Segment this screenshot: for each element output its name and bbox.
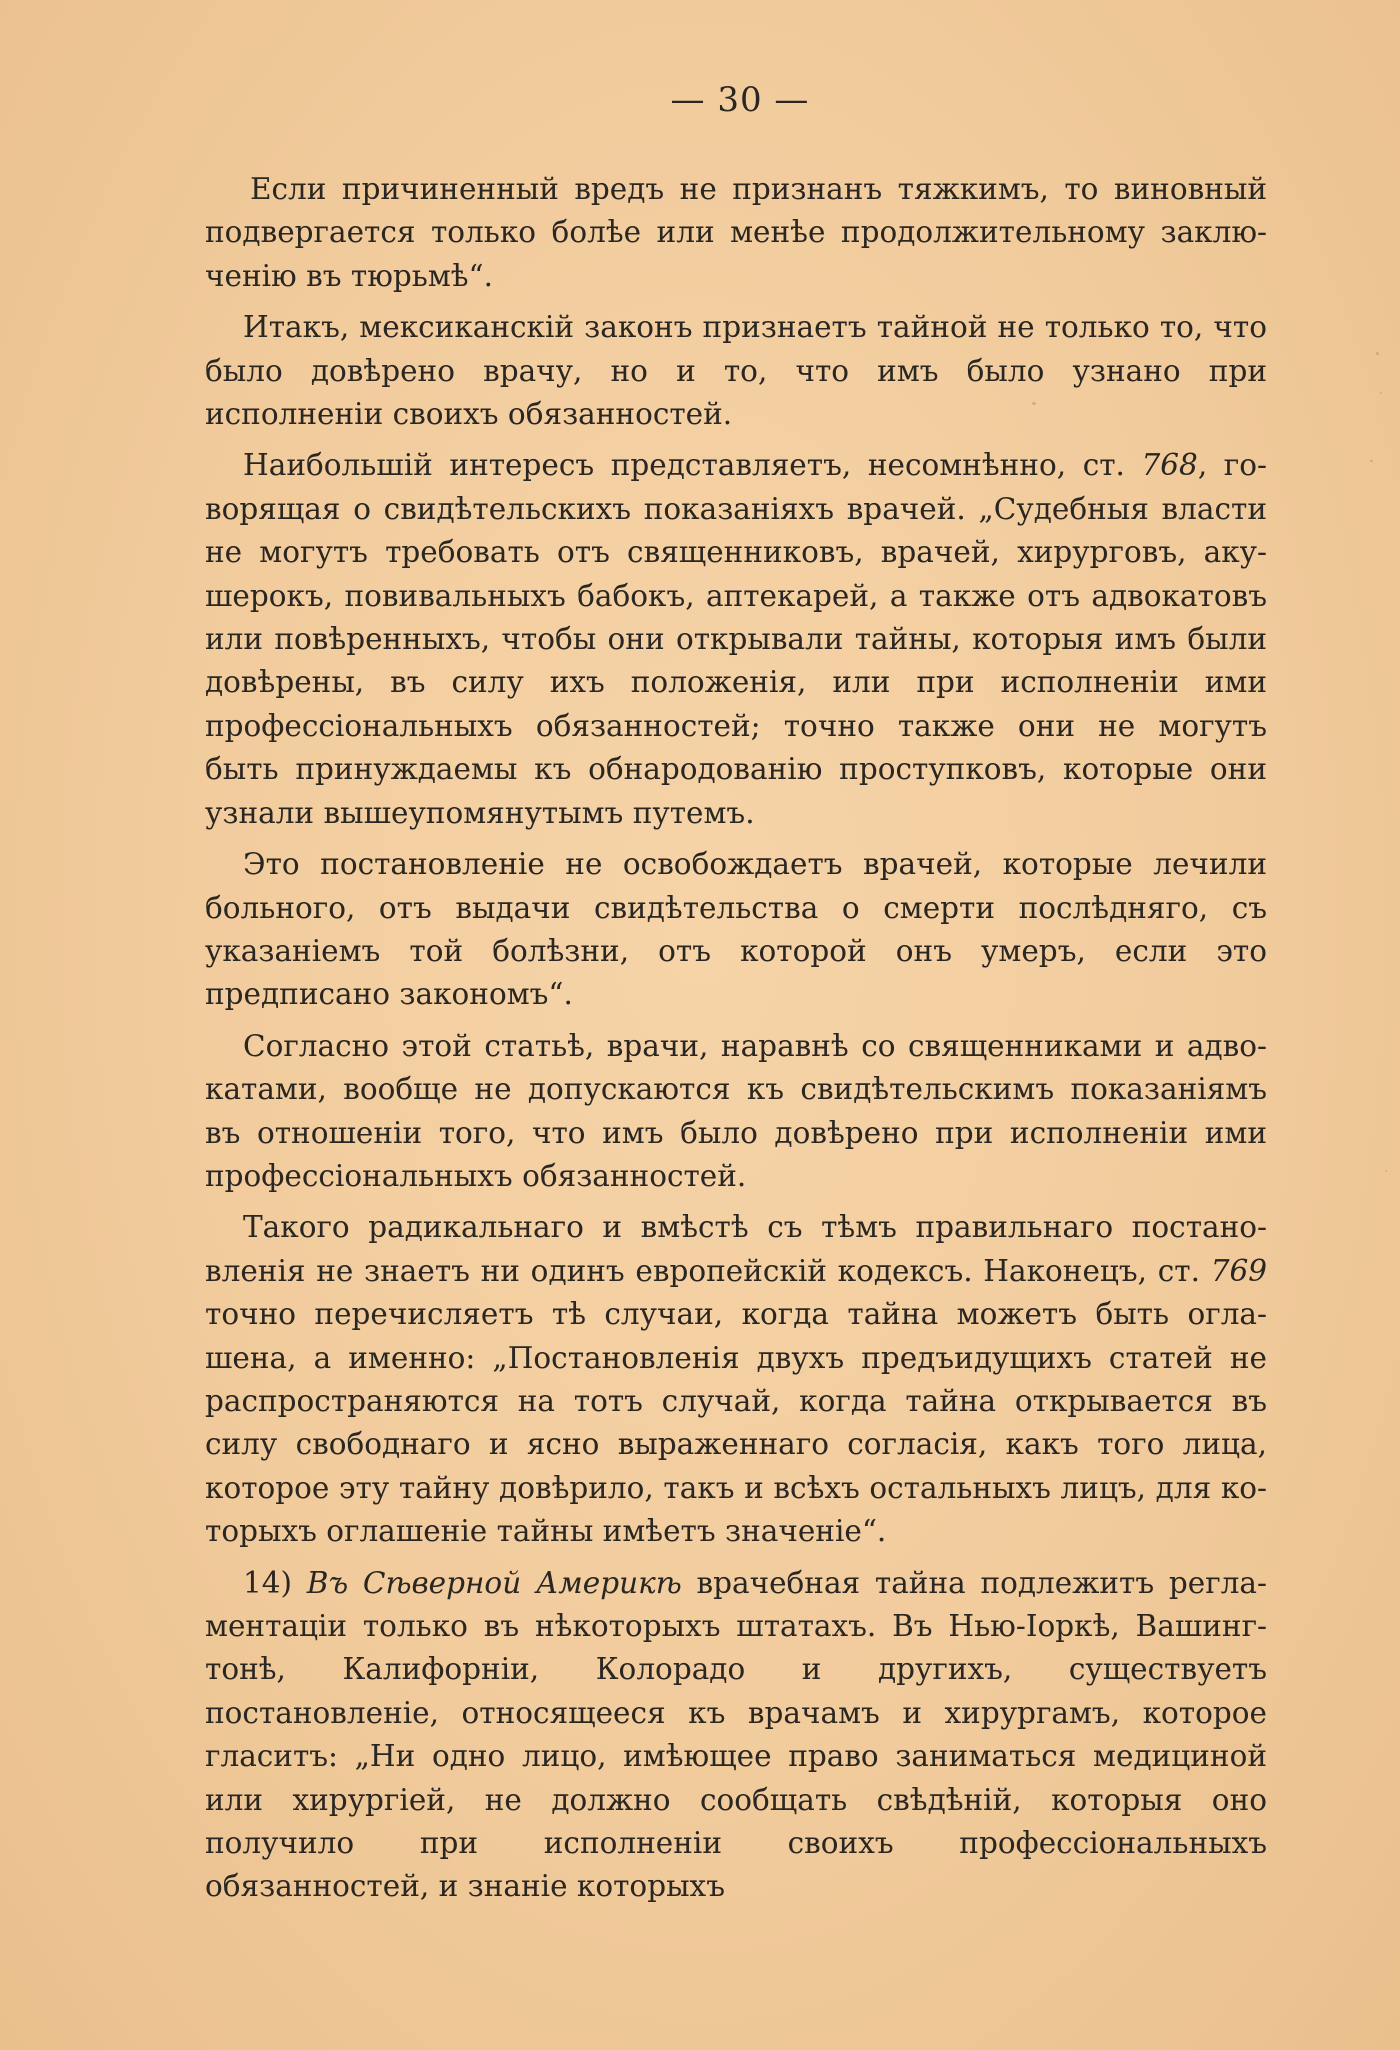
article-768: 768	[1141, 448, 1198, 483]
paper-speck	[1376, 352, 1379, 355]
paper-speck	[1380, 392, 1382, 394]
paragraph-6-start: Такого радикальнаго и вмѣстѣ съ тѣмъ правильнаго постановленія не знаетъ ни одинъ европейскій кодексъ. Наконецъ, ст.	[205, 1210, 1267, 1288]
paragraph-3	[205, 444, 1267, 835]
article-769: 769	[1210, 1253, 1267, 1288]
paper-speck	[1370, 460, 1373, 462]
paper-speck	[1032, 402, 1036, 405]
paragraph-4: Это постановленіе не освобождаетъ врачей, которые лечили больного, отъ выдачи свидѣтельства о смерти послѣдняго, съ указаніемъ той болѣзни, отъ которой онъ умеръ, если это предписано закономъ“.	[205, 847, 1267, 1012]
paragraph-5: Согласно этой статьѣ, врачи, наравнѣ со священниками и адвокатами, вообще не допускаются къ свидѣтельскимъ показаніямъ въ отношеніи того, что имъ было довѣрено при исполненіи ими профессіональныхъ обязанностей.	[205, 1028, 1267, 1193]
page-number: — 30 —	[670, 80, 810, 120]
body-text	[205, 168, 1267, 1917]
paragraph-7	[205, 1562, 1267, 1909]
section-title-north-america: Въ Сѣверной Америкѣ	[306, 1565, 682, 1600]
paragraph-7-rest: врачебная тайна подлежитъ регламентаціи только въ нѣкоторыхъ штатахъ. Въ Нью-Іоркѣ, Вашингтонѣ, Калифорніи, Колорадо и другихъ, существуетъ постановленіе, относящееся къ врачамъ и хирургамъ, которое гласитъ: „Ни одно лицо, имѣющее право заниматься медициной или хирургіей, не должно сообщать свѣдѣній, которыя оно получило при исполненіи своихъ профессіональныхъ обязанностей, и знаніе которыхъ	[205, 1565, 1267, 1904]
paragraph-6-rest: точно перечисляетъ тѣ случаи, когда тайна можетъ быть оглашена, а именно: „Постановленія двухъ предъидущихъ статей не распространяются на тотъ случай, когда тайна открывается въ силу свободнаго и ясно выраженнаго согласія, какъ того лица, которое эту тайну довѣрило, такъ и всѣхъ остальныхъ лицъ, для которыхъ оглашеніе тайны имѣетъ значеніе“.	[205, 1297, 1267, 1549]
paragraph-1: Если причиненный вредъ не признанъ тяжкимъ, то виновный подвергается только болѣе или менѣе продолжительному заключенію въ тюрьмѣ“.	[205, 172, 1267, 293]
paragraph-3-start: Наибольшій интересъ представляетъ, несомнѣнно, ст.	[243, 448, 1142, 483]
section-number: 14)	[243, 1565, 307, 1600]
paragraph-2: Итакъ, мексиканскій законъ признаетъ тайной не только то, что было довѣрено врачу, но и то, что имъ было узнано при исполненіи своихъ обязанностей.	[205, 310, 1267, 432]
paper-speck	[1385, 1170, 1387, 1172]
paragraph-6	[205, 1206, 1267, 1553]
paragraph-3-rest: , говорящая о свидѣтельскихъ показаніяхъ врачей. „Судебныя власти не могутъ требовать отъ священниковъ, врачей, хирурговъ, акушерокъ, повивальныхъ бабокъ, аптекарей, а также отъ адвокатовъ или повѣренныхъ, чтобы они открывали тайны, которыя имъ были довѣрены, въ силу ихъ положенія, или при исполненіи ими профессіональныхъ обязанностей; точно также они не могутъ быть принуждаемы къ обнародованію проступковъ, которые они узнали вышеупомянутымъ путемъ.	[205, 448, 1267, 830]
